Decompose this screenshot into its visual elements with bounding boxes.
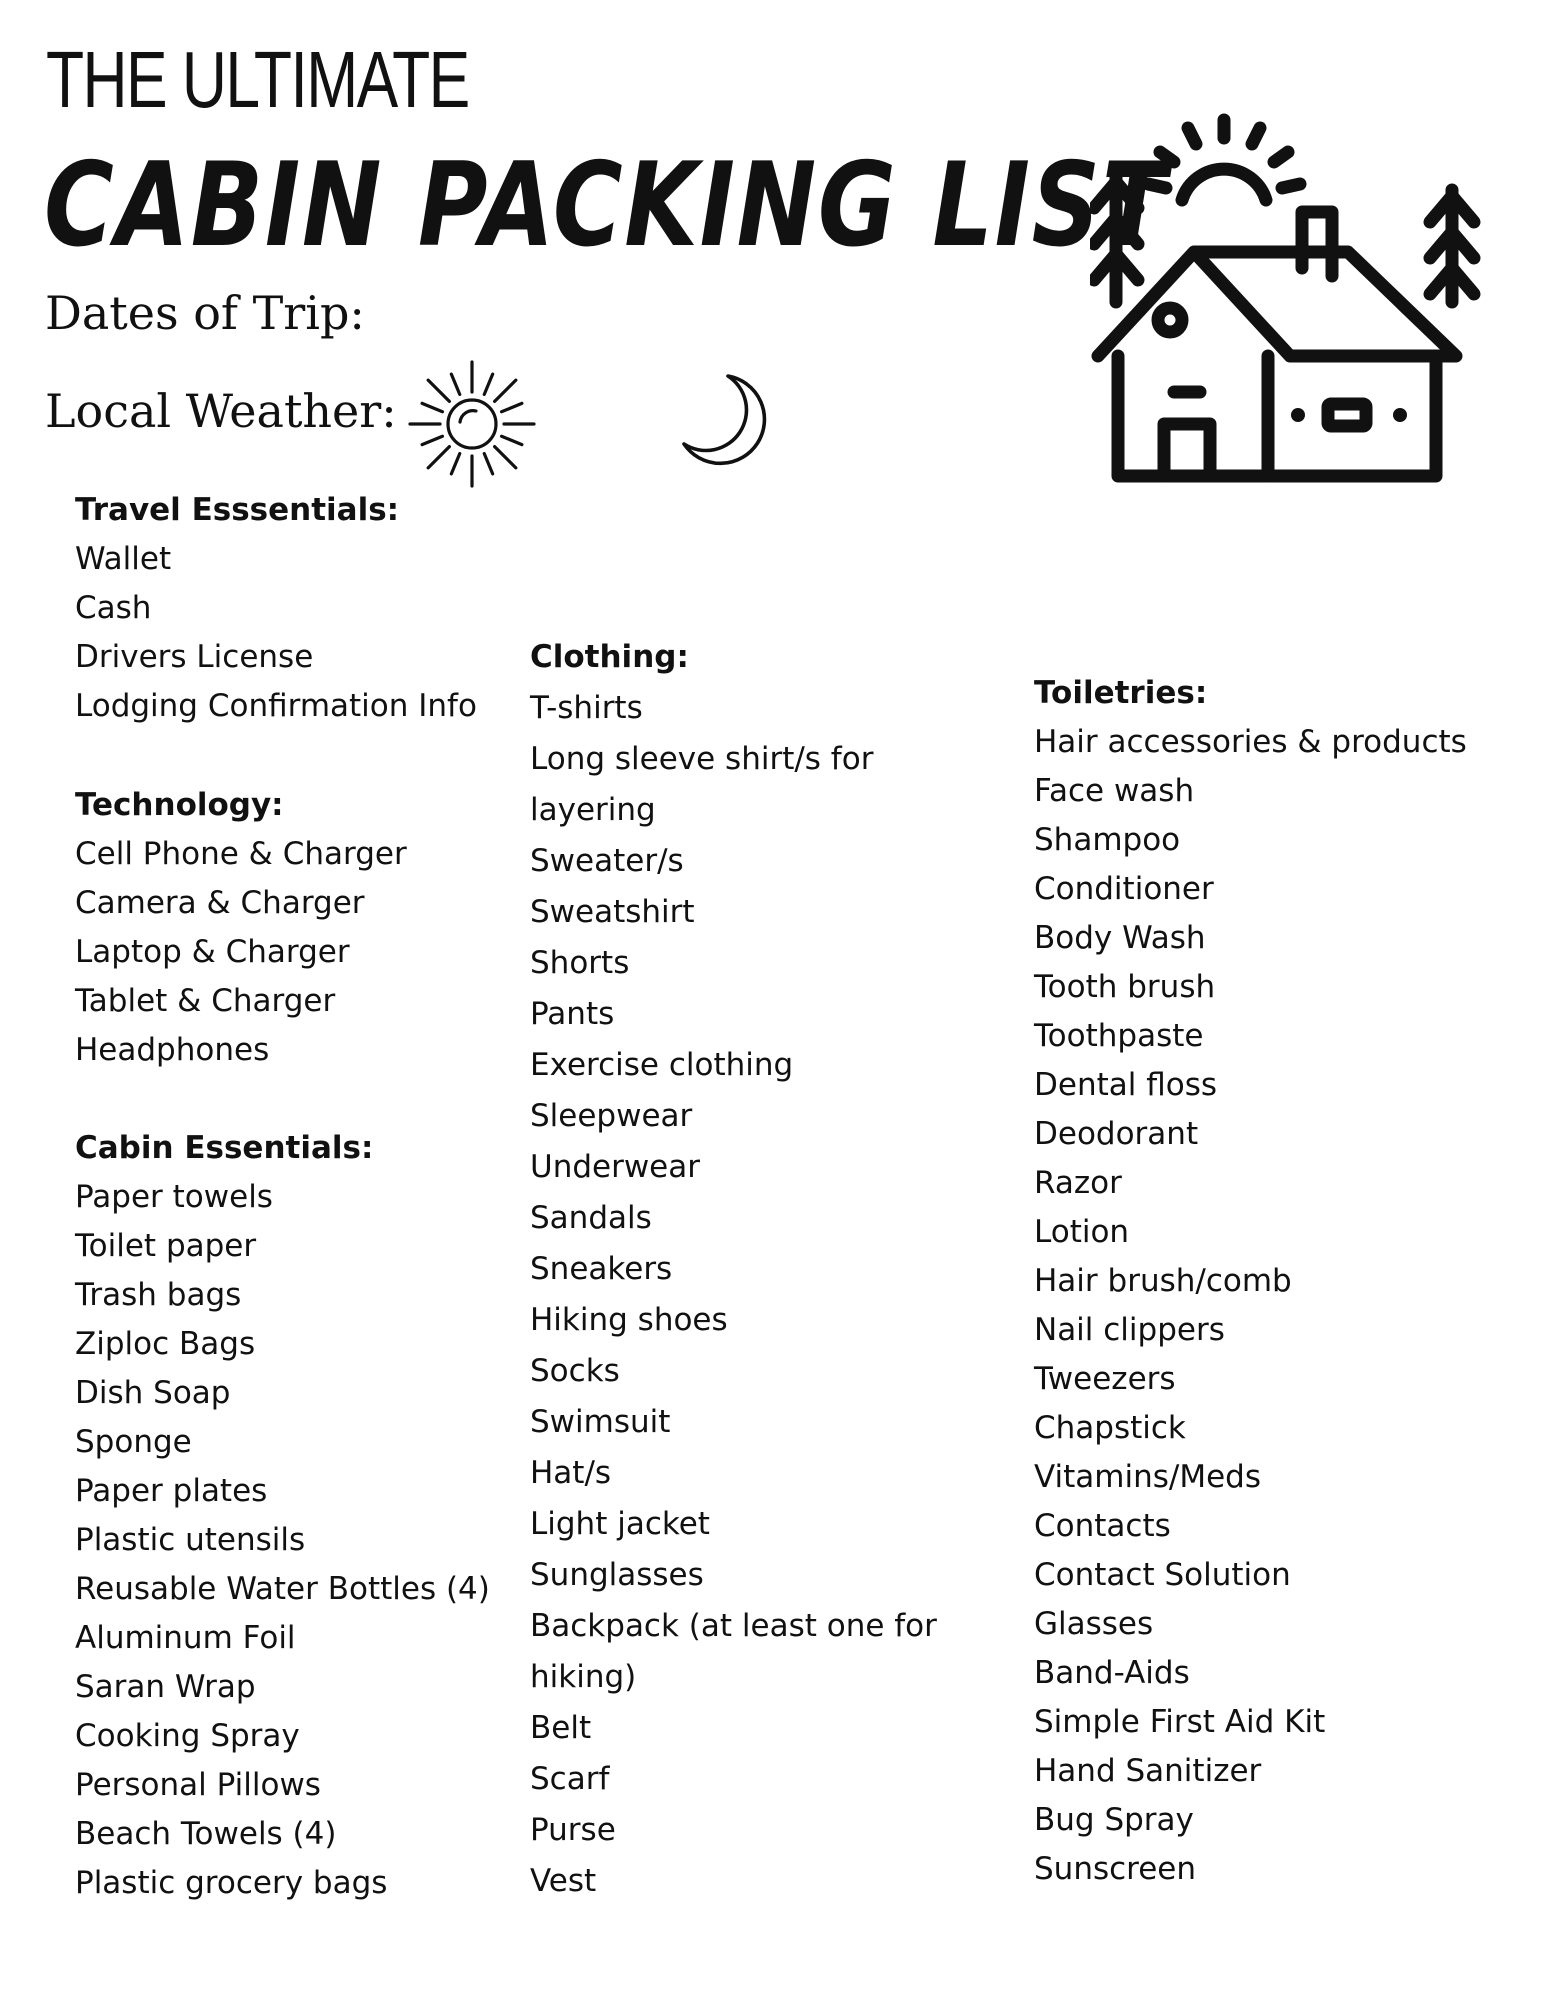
list-item: Tooth brush (1034, 969, 1216, 1005)
list-item: Sunglasses (530, 1557, 704, 1593)
list-item: Laptop & Charger (75, 934, 350, 970)
toiletries-section (1034, 669, 1467, 1894)
list-item: Sunscreen (1034, 1851, 1197, 1887)
list-item: Hiking shoes (530, 1302, 728, 1338)
list-item: Hand Sanitizer (1034, 1753, 1262, 1789)
cabin-essentials-section (75, 1124, 490, 1908)
list-item: Razor (1034, 1165, 1122, 1201)
list-item: Cell Phone & Charger (75, 836, 407, 872)
moon-icon (680, 372, 780, 472)
local-weather-label: Local Weather: (45, 384, 397, 438)
cabin-essentials-list (75, 1173, 490, 1908)
clothing-list (530, 683, 937, 1907)
list-item: Sweater/s (530, 843, 684, 879)
list-item: Drivers License (75, 639, 314, 675)
list-item: Lotion (1034, 1214, 1130, 1250)
list-item: Toothpaste (1034, 1018, 1204, 1054)
dates-of-trip-label: Dates of Trip: (45, 286, 365, 340)
list-item: Chapstick (1034, 1410, 1186, 1446)
list-item: Belt (530, 1710, 592, 1746)
list-item: Sponge (75, 1424, 192, 1460)
list-item: Cash (75, 590, 152, 626)
pre-title: THE ULTIMATE (46, 35, 469, 124)
list-item: Vest (530, 1863, 597, 1899)
list-item: layering (530, 792, 656, 828)
list-item: Sneakers (530, 1251, 673, 1287)
list-item: Paper plates (75, 1473, 268, 1509)
list-item: Headphones (75, 1032, 270, 1068)
list-item: Sleepwear (530, 1098, 693, 1134)
list-item: Plastic utensils (75, 1522, 306, 1558)
list-item: Contact Solution (1034, 1557, 1291, 1593)
list-item: Backpack (at least one for (530, 1608, 937, 1644)
list-item: Saran Wrap (75, 1669, 256, 1705)
list-item: Simple First Aid Kit (1034, 1704, 1326, 1740)
toiletries-list (1034, 718, 1467, 1894)
list-item: Contacts (1034, 1508, 1171, 1544)
list-item: Glasses (1034, 1606, 1154, 1642)
travel-essentials-list (75, 535, 477, 731)
list-item: Underwear (530, 1149, 701, 1185)
list-item: Bug Spray (1034, 1802, 1194, 1838)
list-item: Plastic grocery bags (75, 1865, 388, 1901)
list-item: Trash bags (75, 1277, 242, 1313)
list-item: Hair brush/comb (1034, 1263, 1292, 1299)
list-item: Purse (530, 1812, 616, 1848)
list-item: Exercise clothing (530, 1047, 794, 1083)
cabin-essentials-heading: Cabin Essentials: (75, 1130, 374, 1166)
list-item: Face wash (1034, 773, 1195, 809)
list-item: Dish Soap (75, 1375, 231, 1411)
list-item: Hat/s (530, 1455, 612, 1491)
list-item: Scarf (530, 1761, 610, 1797)
list-item: Deodorant (1034, 1116, 1199, 1152)
sun-icon (404, 356, 540, 492)
list-item: Tweezers (1034, 1361, 1176, 1397)
page-title: CABIN PACKING LIST (44, 138, 1169, 273)
list-item: Vitamins/Meds (1034, 1459, 1261, 1495)
toiletries-heading: Toiletries: (1034, 675, 1208, 711)
technology-heading: Technology: (75, 787, 284, 823)
list-item: Tablet & Charger (75, 983, 336, 1019)
list-item: Pants (530, 996, 615, 1032)
list-item: Body Wash (1034, 920, 1206, 956)
list-item: Sandals (530, 1200, 652, 1236)
list-item: Nail clippers (1034, 1312, 1225, 1348)
technology-list (75, 830, 407, 1075)
list-item: hiking) (530, 1659, 637, 1695)
list-item: Beach Towels (4) (75, 1816, 337, 1852)
list-item: Light jacket (530, 1506, 710, 1542)
list-item: Personal Pillows (75, 1767, 321, 1803)
list-item: Long sleeve shirt/s for (530, 741, 874, 777)
list-item: Conditioner (1034, 871, 1214, 907)
list-item: Shorts (530, 945, 630, 981)
cabin-with-trees-and-sun-icon (1090, 112, 1490, 502)
list-item: Wallet (75, 541, 172, 577)
list-item: T-shirts (530, 690, 643, 726)
list-item: Lodging Confirmation Info (75, 688, 477, 724)
list-item: Band-Aids (1034, 1655, 1190, 1691)
travel-essentials-heading: Travel Esssentials: (75, 492, 400, 528)
clothing-heading: Clothing: (530, 639, 689, 675)
list-item: Camera & Charger (75, 885, 365, 921)
list-item: Cooking Spray (75, 1718, 300, 1754)
list-item: Sweatshirt (530, 894, 695, 930)
travel-essentials-section (75, 486, 477, 731)
list-item: Shampoo (1034, 822, 1181, 858)
list-item: Dental floss (1034, 1067, 1218, 1103)
list-item: Ziploc Bags (75, 1326, 256, 1362)
list-item: Socks (530, 1353, 620, 1389)
technology-section (75, 781, 407, 1075)
list-item: Toilet paper (75, 1228, 257, 1264)
list-item: Hair accessories & products (1034, 724, 1467, 760)
list-item: Reusable Water Bottles (4) (75, 1571, 490, 1607)
clothing-section (530, 632, 937, 1907)
list-item: Paper towels (75, 1179, 273, 1215)
list-item: Aluminum Foil (75, 1620, 296, 1656)
list-item: Swimsuit (530, 1404, 671, 1440)
